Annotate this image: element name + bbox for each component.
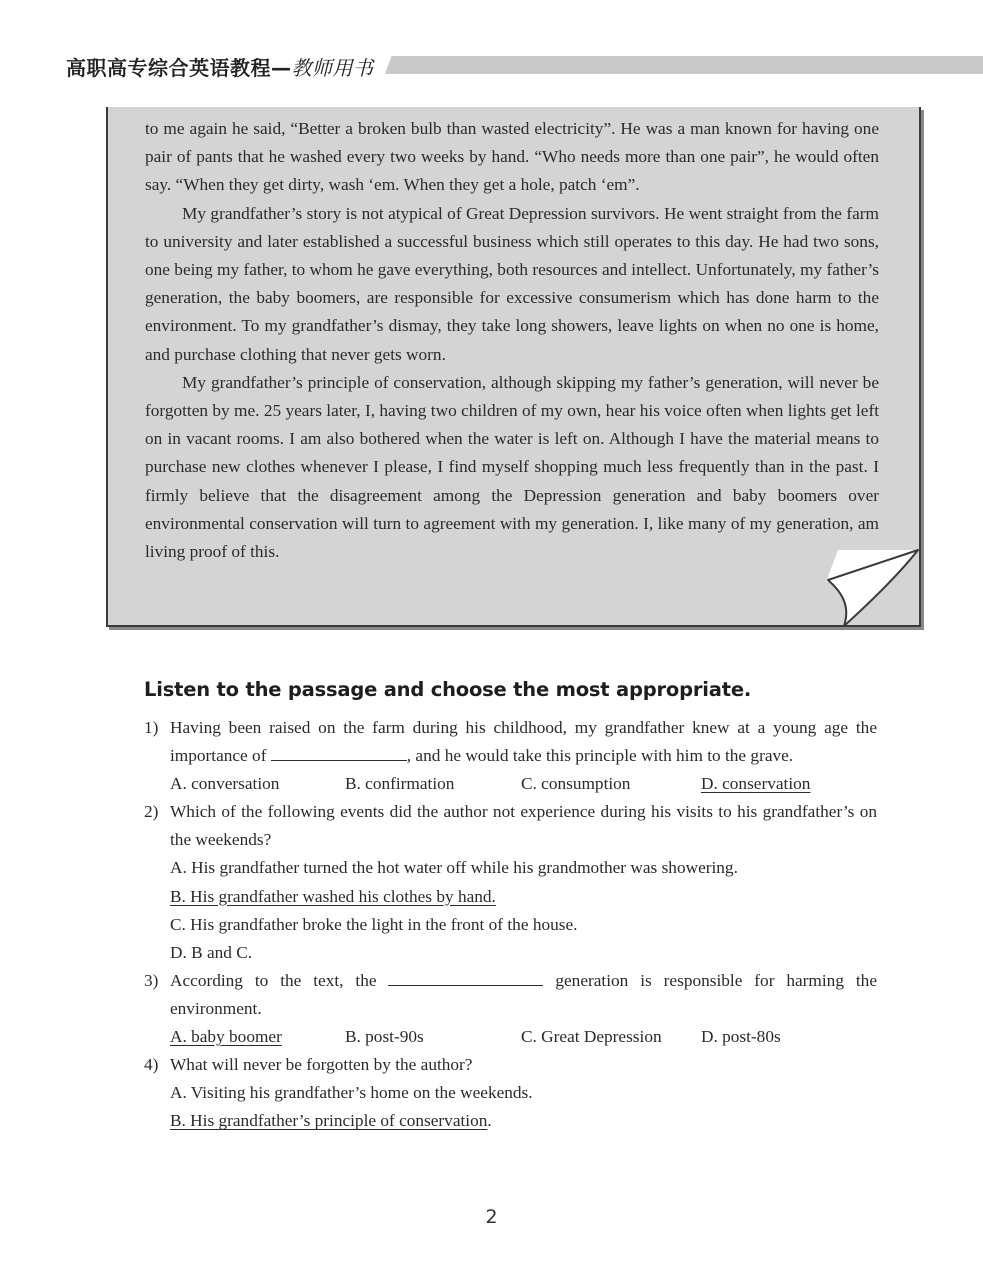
question-number: 3): [144, 970, 159, 990]
question-text: Having been raised on the farm during his childhood, my grandfather knew at a young age the importance of: [170, 718, 877, 766]
question-1: [144, 714, 877, 770]
header-bar: [385, 56, 983, 74]
option-a: A. Visiting his grandfather’s home on the weekends.: [170, 1083, 533, 1103]
question-3: [144, 967, 877, 1023]
passage-paragraph-3: My grandfather’s principle of conservation, although skipping my father’s generation, will never be forgotten by me. 25 years later, I, having two children of my own, hear his voice often when lights get left on in vacant rooms. I am also bothered when the water is left on. Although I have the material means to purchase new clothes whenever I please, I find myself shopping much less frequently than in the past. I firmly believe that the disagreement among the Depression generation and baby boomers over environmental conservation will turn to agreement with my generation. I, like many of my generation, am living proof of this.: [145, 372, 879, 562]
book-title: 高职高专综合英语教程: [66, 56, 271, 80]
page-number: 2: [485, 1206, 498, 1228]
passage-box: [106, 107, 921, 627]
question-number: 2): [144, 802, 159, 822]
question-text: Which of the following events did the author not experience during his visits to his grandfather’s on the weekends?: [170, 802, 877, 850]
question-list: [144, 714, 877, 1135]
question-text: According to the text, the: [170, 970, 389, 990]
passage-paragraph-1: to me again he said, “Better a broken bulb than wasted electricity”. He was a man known for having one pair of pants that he washed every two weeks by hand. “Who needs more than one pair”, he would often say. “When they get dirty, wash ‘em. When they get a hole, patch ‘em”.: [145, 119, 879, 195]
question-text: , and he would take this principle with him to the grave.: [406, 746, 794, 766]
question-text: What will never be forgotten by the author?: [170, 1055, 473, 1075]
option-c: C. His grandfather broke the light in the front of the house.: [170, 914, 578, 934]
passage-text: [145, 115, 879, 566]
exercise-heading: Listen to the passage and choose the most appropriate.: [144, 678, 752, 701]
question-4: [144, 1051, 877, 1079]
passage-paragraph-2: My grandfather’s story is not atypical of Great Depression survivors. He went straight from the farm to university and later established a successful business which still operates to this day. He had two sons, one being my father, to whom he gave everything, both resources and intellect. Unfortunately, my father’s generation, the baby boomers, are responsible for excessive consumerism which has done harm to the environment. To my grandfather’s dismay, they take long showers, leave lights on when no one is home, and purchase clothing that never gets worn.: [145, 203, 879, 364]
option-a: A. His grandfather turned the hot water off while his grandmother was showering.: [170, 858, 738, 878]
option-b: B. post-90s: [345, 1027, 424, 1047]
question-text: generation is responsible for harming the environment.: [170, 970, 877, 1018]
options-row: [144, 1023, 877, 1051]
header-title: [66, 52, 374, 81]
answer-blank: [271, 746, 407, 761]
options-row: [144, 770, 877, 798]
option-d: D. post-80s: [701, 1027, 781, 1047]
option-a-answer: A. baby boomer: [170, 1027, 282, 1047]
question-number: 4): [144, 1055, 159, 1075]
question-number: 1): [144, 718, 159, 737]
answer-period: .: [487, 1111, 492, 1131]
title-dash: —: [271, 56, 292, 80]
option-d-answer: D. conservation: [701, 774, 811, 794]
option-b: B. confirmation: [345, 774, 455, 794]
option-b-answer: [144, 883, 877, 911]
answer-text: B. His grandfather washed his clothes by hand.: [170, 886, 496, 906]
option-d: D. B and C.: [170, 942, 253, 962]
page-curl-icon: [826, 548, 926, 630]
page-header: [0, 50, 983, 78]
option-c: C. Great Depression: [521, 1027, 662, 1047]
option-a: A. conversation: [170, 774, 280, 794]
question-2: [144, 798, 877, 854]
answer-blank: [388, 971, 543, 986]
answer-text: B. His grandfather’s principle of conservation: [170, 1111, 488, 1131]
book-subtitle: 教师用书: [291, 56, 374, 80]
option-b-answer: [144, 1107, 877, 1135]
option-c: C. consumption: [521, 774, 631, 794]
